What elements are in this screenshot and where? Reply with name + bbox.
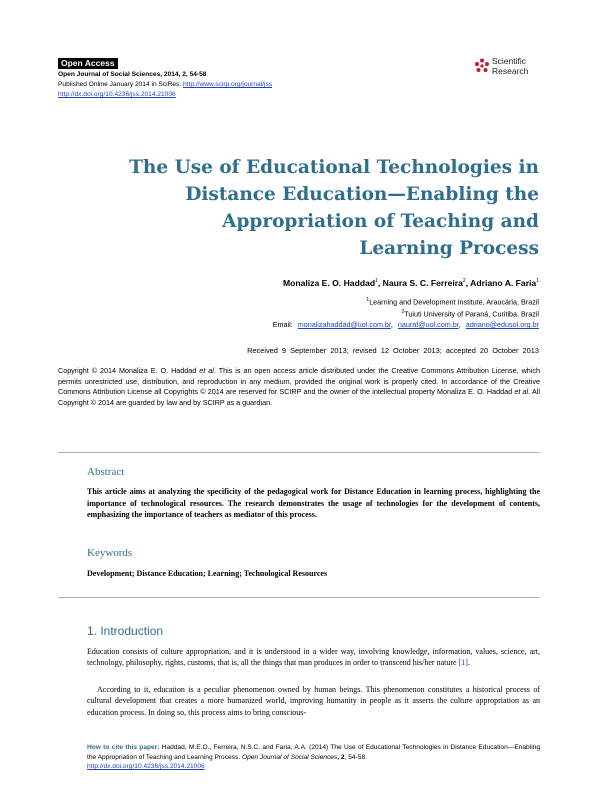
copyright-text: . All Copyright © 2014 are guarded by law and by SCIRP as a guardian. (58, 387, 540, 407)
paper-title (99, 154, 539, 262)
keywords-text: Development; Distance Education; Learning; Technological Resources (87, 569, 328, 578)
copyright-notice (58, 366, 540, 408)
author-name: Monaliza E. O. Haddad (282, 278, 376, 288)
cite-text: Haddad, M.E.O., Ferreira, N.S.C. and Faria, A.A. (2014) The Use of Educational Technologies in Distance Education—Enabling the Appropriation of Teaching and Learning Process. (87, 744, 540, 761)
introduction-heading: 1. Introduction (87, 624, 164, 638)
published-online-text: Published Online January 2014 in SciRes. (58, 81, 182, 88)
affil-sup: 1 (366, 297, 370, 303)
email-line: Email: monalizahaddad@uol.com.br, nauraf@uol.com.br, adriano@edusol.org.br (272, 320, 539, 329)
author-name: Naura S. C. Ferreira (382, 278, 463, 288)
affiliation-text: Tuiuti University of Paraná, Curitiba, Brazil (404, 309, 539, 319)
email-link[interactable]: nauraf@uol.com.br (397, 320, 459, 329)
title-line: Learning Process (359, 238, 539, 259)
body-paragraph: According to it, education is a peculiar phenomenon owned by human beings. This phenomenon constitutes a historical process of cultural development that creates a more humanized world, improving humanity in people as it asserts the culture appropriation as an education process. In doing so, this process aims to bring conscious- (87, 685, 540, 717)
affiliation-1 (366, 295, 539, 307)
author-affil-sup: 1 (375, 278, 378, 285)
copyright-etal: et al (514, 387, 529, 397)
logo-wordmark (492, 56, 528, 76)
keywords-heading: Keywords (87, 547, 133, 559)
title-line: The Use of Educational Technologies in (129, 157, 539, 178)
cite-pages: , 54-58. (344, 753, 367, 761)
title-line: Distance Education—Enabling the (185, 184, 539, 205)
logo-line-2: Research (492, 66, 529, 76)
abstract-text: This article aims at analyzing the specificity of the pedagogical work for Distance Education in learning process, highlighting the importance of technological resources. The research demonstrates the usage of technologies for the development of contents, emphasizing the importance of teachers as mediator of this process. (87, 487, 540, 519)
email-link[interactable]: adriano@edusol.org.br (465, 320, 539, 329)
section-divider (58, 452, 540, 453)
scirp-logo-icon (474, 58, 490, 74)
author-name: Adriano A. Faria (470, 278, 537, 288)
author-affil-sup: 1 (536, 278, 539, 285)
copyright-text: Copyright © 2014 Monaliza E. O. Haddad (58, 366, 200, 375)
cite-volume: , 2 (337, 753, 345, 761)
paragraph-text: . (467, 658, 470, 668)
section-divider (58, 597, 540, 598)
logo-line-1: Scientific (492, 56, 527, 66)
author-list: Monaliza E. O. Haddad$^1$, Naura S. C. Ferreira$^2$, Adriano A. Faria$^1$ (282, 278, 539, 288)
footer-doi-link[interactable]: http://dx.doi.org/10.4236/jss.2014.21006 (87, 763, 205, 771)
cite-label: How to cite this paper: (87, 744, 160, 751)
header-doi-link[interactable]: http://dx.doi.org/10.4236/jss.2014.21006 (58, 91, 176, 98)
cite-journal: Open Journal of Social Sciences (241, 753, 338, 761)
copyright-text: . This is an open access article distributed under the Creative Commons Attribution License, which permits unrestricted use, distribution, and reproduction in any medium, provided the original work is properly cited. In accordance of the Creative Commons Attribution License all Copyrights © 2014 are reserved for SCIRP and the owner of the intellectual property Monaliza E. O. Haddad (58, 366, 540, 397)
body-paragraph (87, 646, 540, 669)
title-line: Appropriation of Teaching and (222, 211, 539, 232)
published-online-line (58, 80, 272, 89)
paragraph-text: Education consists of culture appropriation, and it is understood in a wider way, involving knowledge, information, values, science, art, technology, philosophy, rights, customs, that is, all the things that man produces in order to transcend his/her nature (87, 647, 540, 668)
affiliation-text: Learning and Development Institute, Araucária, Brazil (369, 297, 539, 307)
journal-url-link[interactable]: http://www.scirp.org/journal/jss (183, 81, 273, 88)
open-access-badge: Open Access (58, 58, 118, 69)
scientific-research-logo (474, 55, 544, 81)
email-link[interactable]: monalizahaddad@uol.com.br (297, 320, 391, 329)
received-dates: Received 9 September 2013; revised 12 October 2013; accepted 20 October 2013 (247, 346, 539, 355)
journal-citation-line: Open Journal of Social Sciences, 2014, 2, 54-58 (58, 71, 207, 78)
citation-footer (87, 743, 540, 772)
author-affil-sup: 2 (462, 278, 466, 285)
email-label: Email: (272, 320, 293, 329)
copyright-etal: et al (199, 366, 214, 375)
abstract-heading: Abstract (87, 466, 125, 478)
reference-link[interactable]: [1] (458, 658, 468, 668)
affiliation-2 (401, 307, 539, 319)
doi-line (58, 90, 176, 99)
affil-sup: 2 (401, 309, 405, 315)
